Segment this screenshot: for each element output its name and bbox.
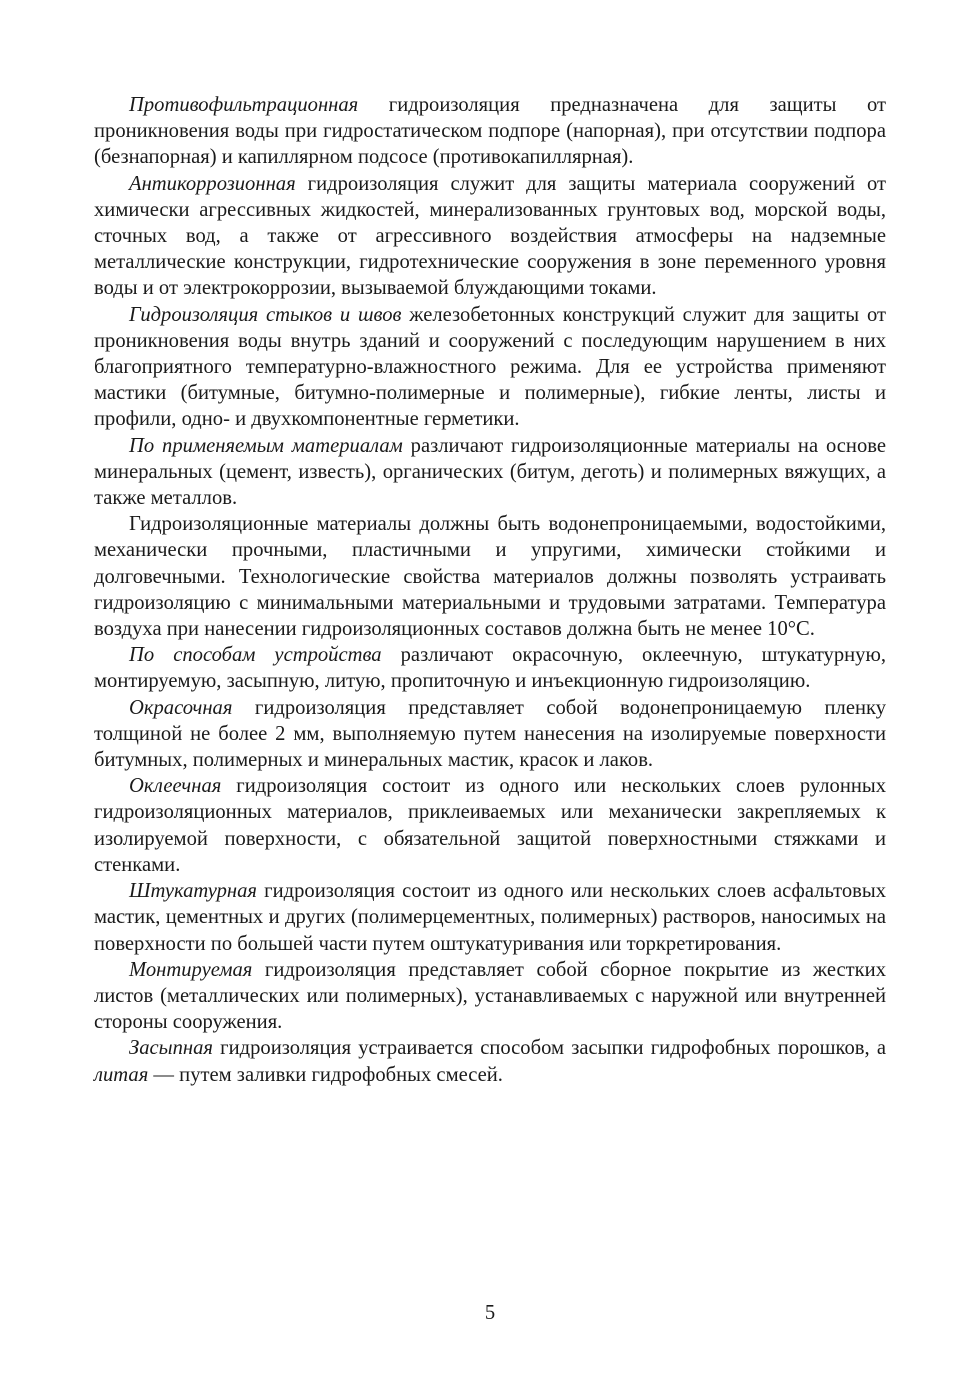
term-painting: Окрасочная xyxy=(129,696,233,719)
paragraph-text: гидроизоляция представляет собой водонепроницаемую пленку толщиной не более 2 мм, выполняемую путем нанесения на изолируемые поверхности битумных, полимерных и минеральных мастик, красок и лаков. xyxy=(94,696,886,772)
term-by-methods: По способам устройства xyxy=(129,644,382,667)
paragraph-text: гидроизоляция представляет собой сборное покрытие из жестких листов (металлических или полимерных), устанавливаемых с наружной или внутренней стороны сооружения. xyxy=(94,958,886,1034)
paragraph-backfill-cast xyxy=(94,1035,886,1087)
paragraph-by-materials xyxy=(94,433,886,512)
paragraph-text: гидроизоляция служит для защиты материала сооружений от химически агрессивных жидкостей, минерализованных грунтовых вод, морской воды, сточных вод, а также от агрессивного воздействия атмосферы на надземные металлические конструкции, гидротехнические сооружения в зоне переменного уровня воды и от электрокоррозии, вызываемой блуждающими токами. xyxy=(94,172,886,300)
paragraph-text: Гидроизоляционные материалы должны быть водонепроницаемыми, водостойкими, механически прочными, пластичными и упругими, химически стойкими и долговечными. Технологические свойства материалов должны позволять устраивать гидроизоляцию с минимальными материальными и трудовыми затратами. Температура воздуха при нанесении гидроизоляционных составов должна быть не менее 10°С. xyxy=(94,513,886,641)
paragraph-text: железобетонных конструкций служит для защиты от проникновения воды внутрь зданий и сооружений с последующим нарушением в них благоприятного температурно-влажностного режима. Для ее устройства применяют мастики (битумные, битумно-полимерные и полимерные), гибкие ленты, листы и профили, одно- и двухкомпонентные герметики. xyxy=(94,303,886,431)
paragraph-plaster xyxy=(94,878,886,957)
paragraph-text: различают гидроизоляционные материалы на основе минеральных (цемент, известь), органических (битум, деготь) и полимерных вяжущих, а также металлов. xyxy=(94,434,886,510)
term-cast: литая xyxy=(94,1063,149,1086)
paragraph-anti-corrosion xyxy=(94,171,886,302)
term-anti-filtration: Противофильтрационная xyxy=(129,94,359,116)
paragraph-mounted xyxy=(94,957,886,1036)
paragraph-by-methods xyxy=(94,642,886,694)
body-text xyxy=(94,92,886,1088)
term-pasting: Оклеечная xyxy=(129,775,222,798)
paragraph-text: — путем заливки гидрофобных смесей. xyxy=(148,1063,503,1086)
paragraph-text: гидроизоляция устраивается способом засыпки гидрофобных порошков, а xyxy=(212,1037,886,1060)
term-anti-corrosion: Антикоррозионная xyxy=(129,172,296,195)
paragraph-text: гидроизоляция состоит из одного или нескольких слоев асфальтовых мастик, цементных и других (полимерцементных, полимерных) растворов, наносимых на поверхности по большей части путем оштукатуривания или торкретирования. xyxy=(94,880,886,955)
term-plaster: Штукатурная xyxy=(129,880,258,903)
term-by-materials: По применяемым материалам xyxy=(129,434,403,457)
page-number: 5 xyxy=(484,1302,496,1324)
paragraph-joints-seams xyxy=(94,302,886,433)
paragraph-anti-filtration xyxy=(94,92,886,171)
paragraph-material-requirements xyxy=(94,511,886,642)
term-joints-seams: Гидроизоляция стыков и швов xyxy=(129,303,402,326)
paragraph-pasting xyxy=(94,773,886,878)
paragraph-painting xyxy=(94,695,886,774)
paragraph-text: гидроизоляция состоит из одного или нескольких слоев рулонных гидроизоляционных материалов, приклеиваемых или механически закрепляемых к изолируемой поверхности, с обязательной защитой поверхностными стяжками и стенками. xyxy=(94,775,886,876)
term-backfill: Засыпная xyxy=(129,1037,213,1060)
term-mounted: Монтируемая xyxy=(129,958,253,981)
paragraph-text: гидроизоляция предназначена для защиты от проникновения воды при гидростатическом подпоре (напорная), при отсутствии подпора (безнапорная) и капиллярном подсосе (противокапиллярная). xyxy=(94,94,886,169)
paragraph-text: различают окрасочную, оклеечную, штукатурную, монтируемую, засыпную, литую, пропиточную и инъекционную гидроизоляцию. xyxy=(94,644,886,693)
